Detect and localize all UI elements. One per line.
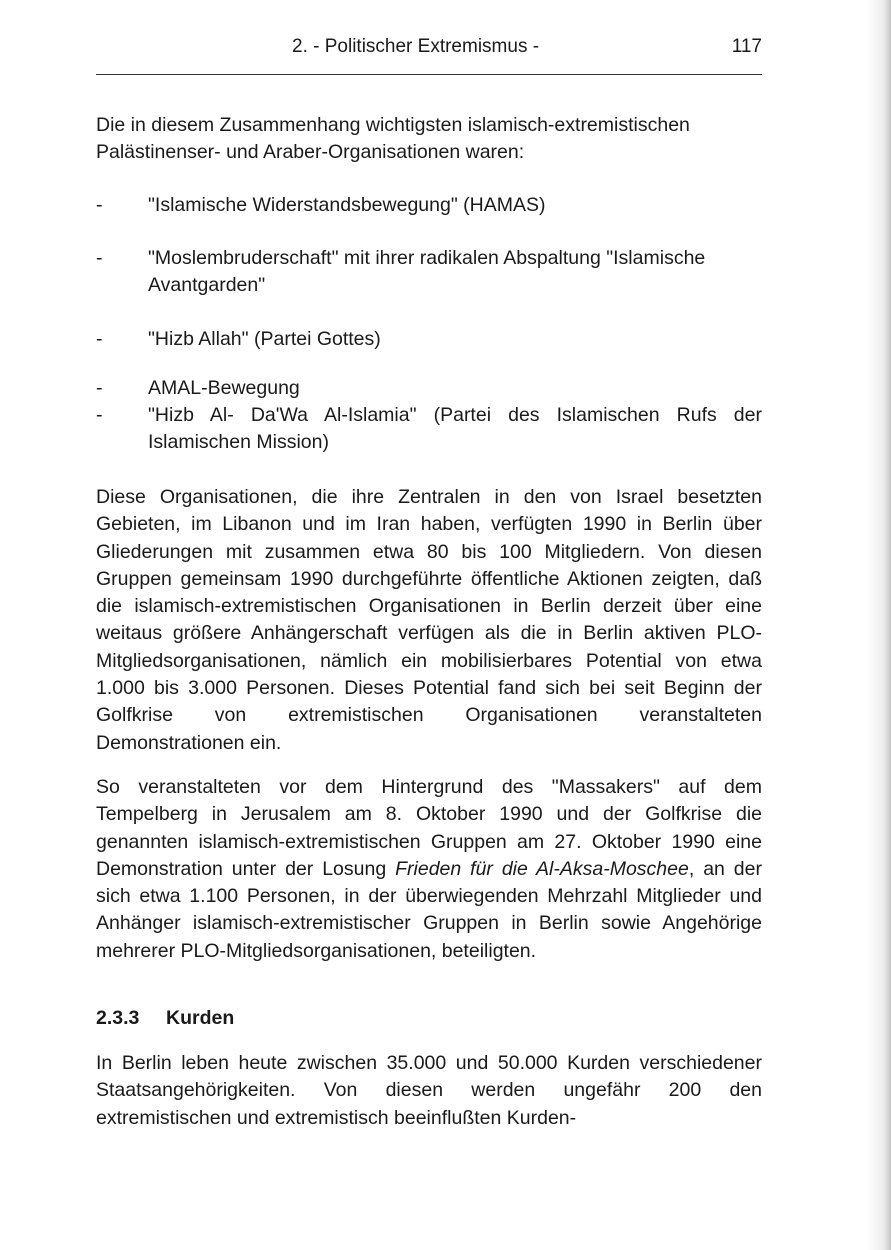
list-item-text: AMAL-Bewegung (148, 377, 300, 399)
body-paragraph (96, 774, 762, 965)
scan-edge-shadow (867, 0, 891, 1250)
paragraph-text: , an der sich etwa 1.100 Personen, in der überwiegenden Mehrzahl Mitglieder und Anhänger islamisch-extremistischer Gruppen in Berlin sowie Angehörige mehrerer PLO-Mitgliedsorganisationen, beteiligten. (96, 857, 762, 962)
list-bullet: - (96, 247, 103, 269)
header-title: 2. - Politischer Extremismus - (292, 36, 540, 57)
list-bullet: - (96, 194, 103, 216)
list-bullet: - (96, 404, 103, 426)
section-heading (96, 1005, 234, 1032)
list-item-text: "Islamische Widerstandsbewegung" (HAMAS) (148, 194, 546, 216)
running-header (96, 36, 762, 60)
list-bullet: - (96, 328, 103, 350)
page-number: 117 (731, 36, 762, 57)
list-item-text: "Moslembruderschaft" mit ihrer radikalen Abspaltung "Islamische Avantgarden" (148, 247, 706, 297)
body-paragraph: In Berlin leben heute zwischen 35.000 und 50.000 Kurden verschiedener Staatsangehörigkeiten. Von diesen werden ungefähr 200 den extremistischen und extremistisch beeinflußten Kurden- (96, 1052, 762, 1129)
section-number: 2.3.3 (96, 1007, 140, 1029)
organisation-list-item (96, 402, 762, 457)
list-item-text: "Hizb Al- Da'Wa Al-Islamia" (Partei des Islamischen Rufs der Islamischen Mission) (148, 404, 762, 454)
slogan-italic: Frieden für die Al-Aksa-Moschee (395, 857, 689, 880)
body-paragraph: Diese Organisationen, die ihre Zentralen in den von Israel besetzten Gebieten, im Libanon und im Iran haben, verfügten 1990 in Berlin über Gliederungen mit zusammen etwa 80 bis 100 Mitgliedern. Von diesen Gruppen gemeinsam 1990 durchgeführte öffentliche Aktionen zeigten, daß die islamisch-extremistischen Organisationen in Berlin derzeit über eine weitaus größere Anhängerschaft verfügen als die in Berlin aktiven PLO-Mitgliedsorganisationen, nämlich ein mobilisierbares Potential von etwa 1.000 bis 3.000 Personen. Dieses Potential fand sich bei seit Beginn der Golfkrise von extremistischen Organisationen veranstalteten Demonstrationen ein. (96, 486, 762, 754)
paragraph-text: So veranstalteten vor dem Hintergrund des "Massakers" auf dem Tempelberg in Jerusalem am 8. Oktober 1990 und der Golfkrise die genannten islamisch-extremistischen Gruppen am 27. Oktober 1990 eine Demonstration unter der Losung (96, 776, 762, 880)
intro-paragraph: Die in diesem Zusammenhang wichtigsten islamisch-extremistischen Palästinenser- und Araber-Organisationen waren: (96, 114, 690, 164)
organisation-list-item (96, 326, 762, 353)
section-title: Kurden (166, 1007, 235, 1029)
list-bullet: - (96, 377, 103, 399)
organisation-list-item (96, 375, 762, 402)
organisation-list-item (96, 245, 762, 300)
list-item-text: "Hizb Allah" (Partei Gottes) (148, 328, 381, 350)
header-rule (96, 74, 762, 75)
organisation-list-item (96, 192, 762, 219)
